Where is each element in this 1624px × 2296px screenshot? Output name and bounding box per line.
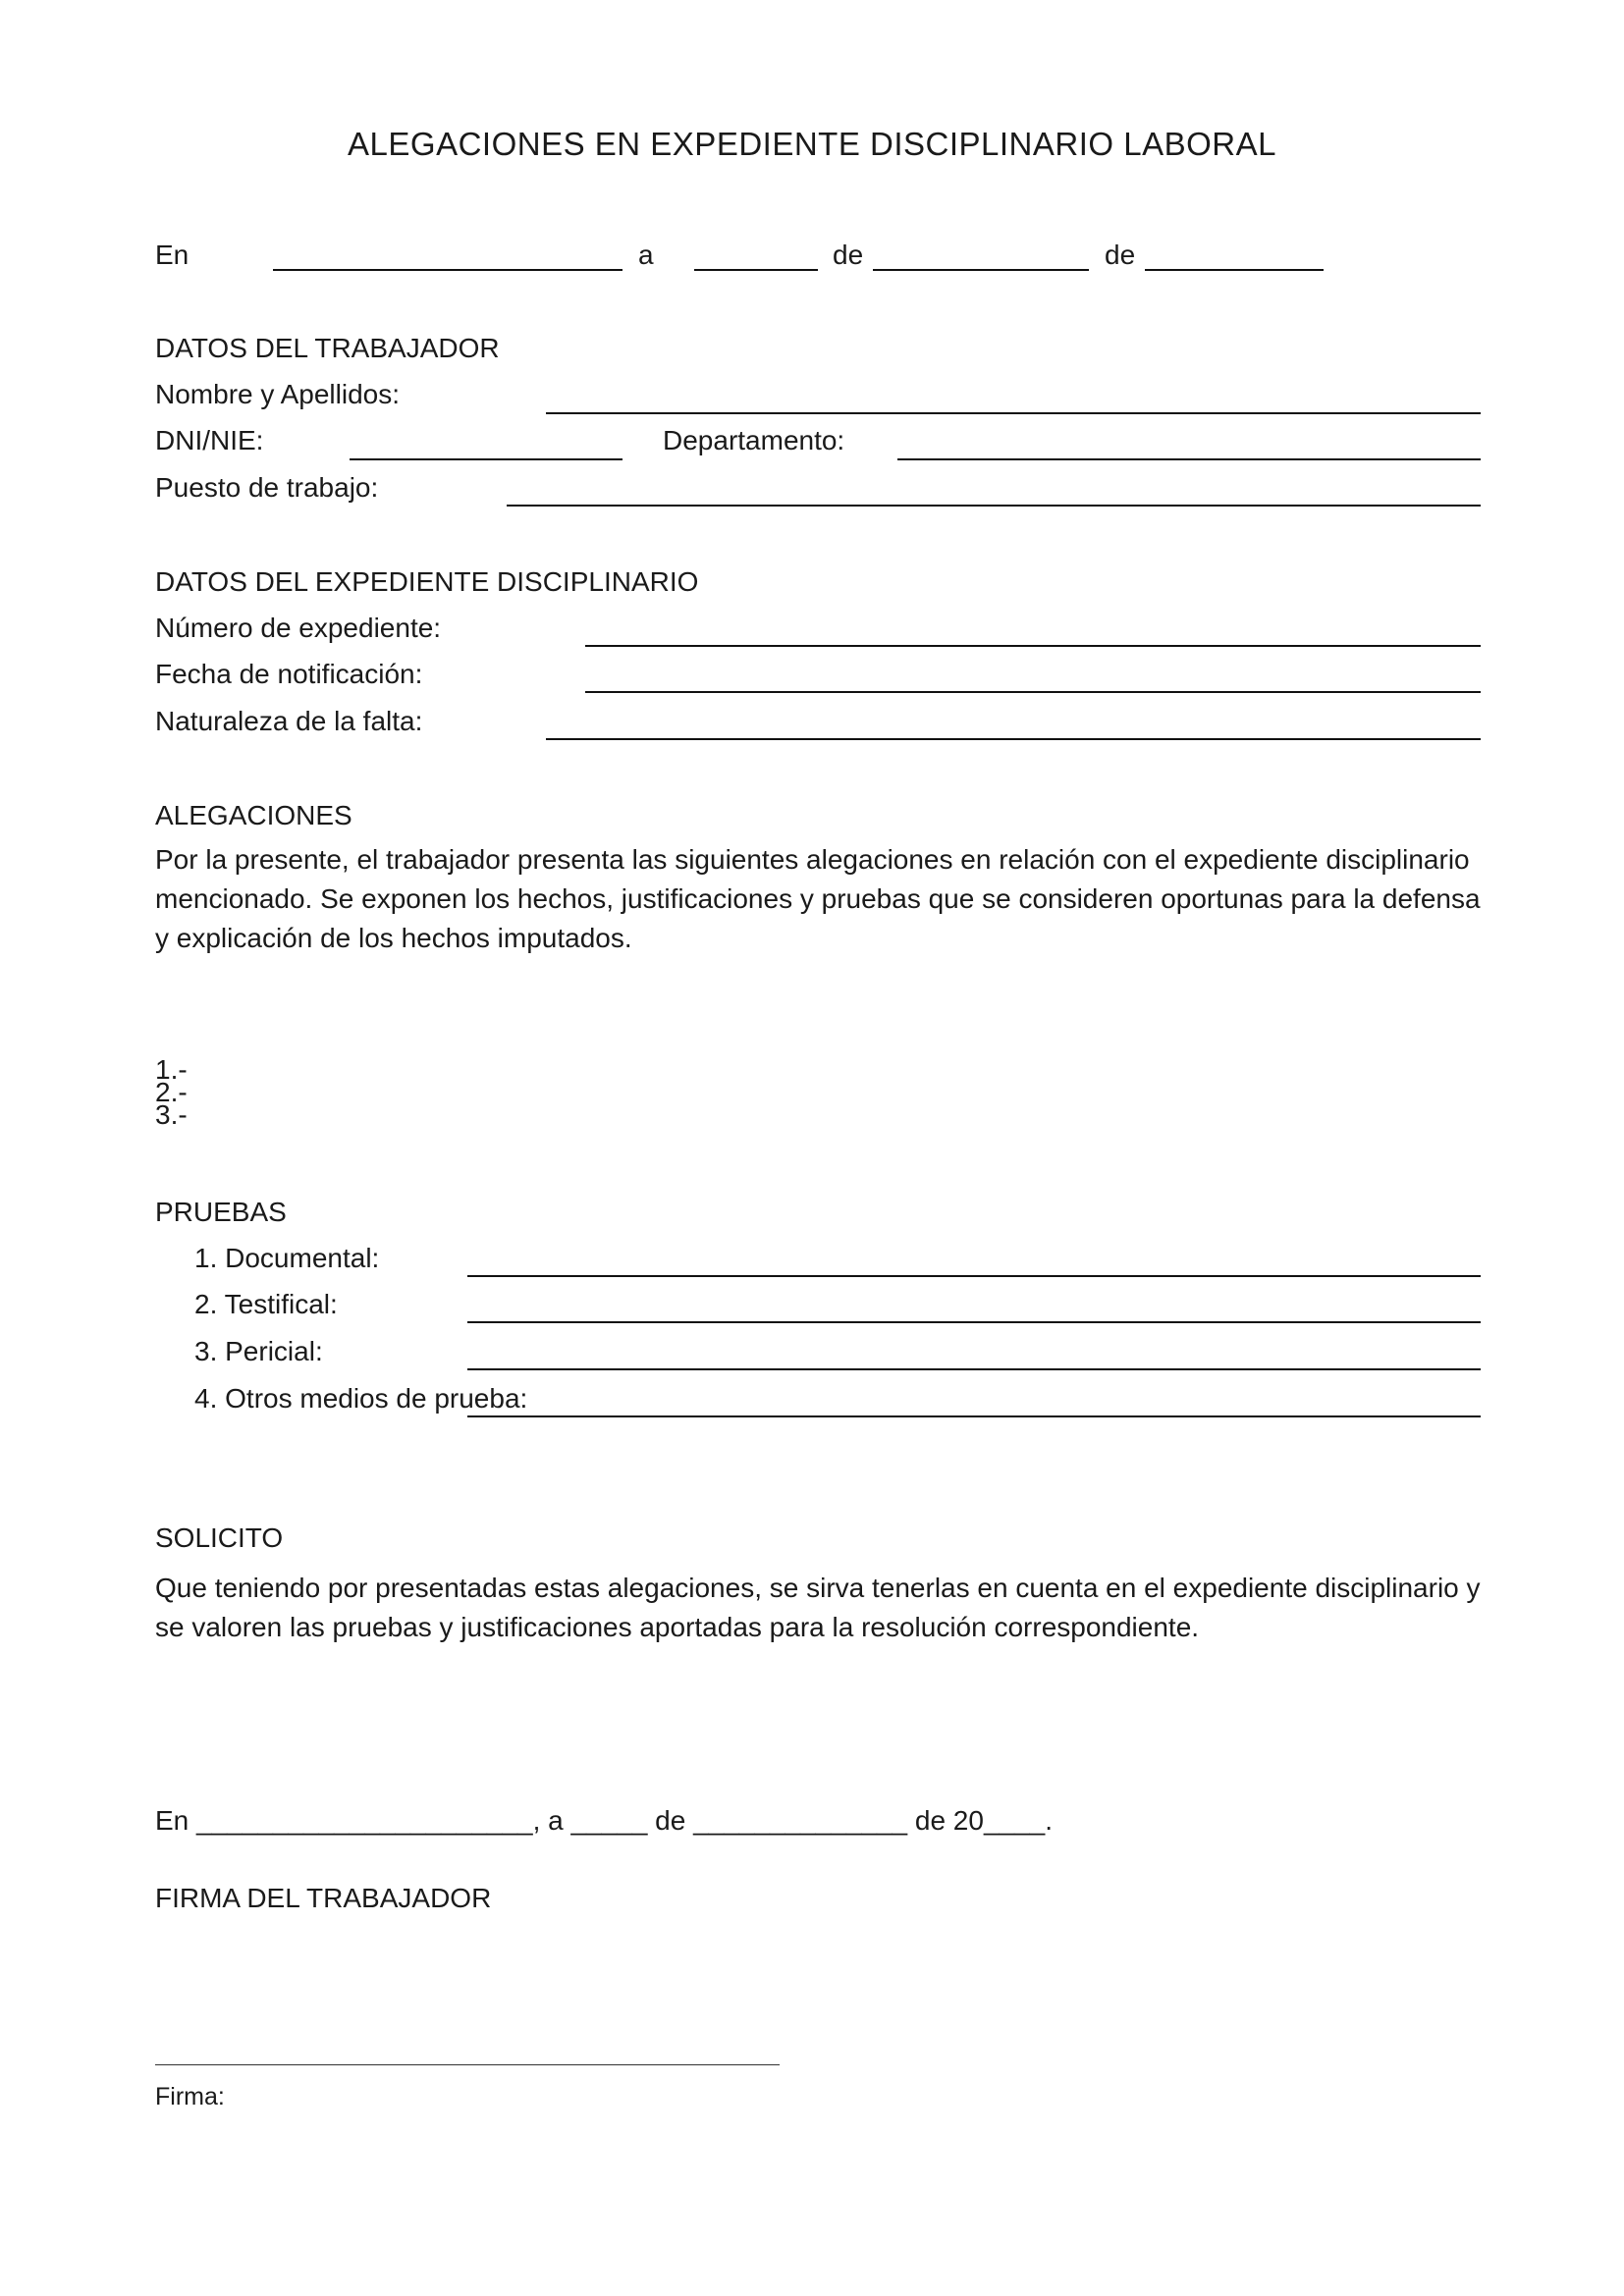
request-text: Que teniendo por presentadas estas alegaciones, se sirva tenerlas en cuenta en el expediente disciplinario y se valoren las pruebas y justificaciones aportadas para la resolución correspondiente. bbox=[155, 1573, 1481, 1642]
file-number-field[interactable] bbox=[585, 645, 1481, 647]
position-label: Puesto de trabajo: bbox=[155, 472, 379, 503]
signature-label: Firma: bbox=[155, 2083, 225, 2110]
evidence-heading: PRUEBAS bbox=[155, 1197, 287, 1227]
document-title: ALEGACIONES EN EXPEDIENTE DISCIPLINARIO LABORAL bbox=[348, 126, 1276, 162]
evidence-documental-label: 1. Documental: bbox=[194, 1243, 380, 1273]
evidence-other-label: 4. Otros medios de prueba: bbox=[194, 1383, 528, 1414]
month-blank[interactable] bbox=[873, 269, 1089, 271]
signature-heading: FIRMA DEL TRABAJADOR bbox=[155, 1883, 492, 1913]
evidence-pericial-field[interactable] bbox=[467, 1368, 1481, 1370]
dni-label: DNI/NIE: bbox=[155, 425, 264, 455]
allegations-heading: ALEGACIONES bbox=[155, 800, 352, 830]
header-en-label: En bbox=[155, 240, 189, 270]
evidence-documental-field[interactable] bbox=[467, 1275, 1481, 1277]
name-field[interactable] bbox=[546, 412, 1481, 414]
evidence-other-field[interactable] bbox=[467, 1415, 1481, 1417]
year-blank[interactable] bbox=[1145, 269, 1324, 271]
evidence-testifical-label: 2. Testifical: bbox=[194, 1289, 338, 1319]
file-heading: DATOS DEL EXPEDIENTE DISCIPLINARIO bbox=[155, 566, 699, 597]
allegations-text: Por la presente, el trabajador presenta las siguientes alegaciones en relación con el expediente disciplinario mencionado. Se exponen los hechos, justificaciones y pruebas que se consideren oportunas para la defensa y explicación de los hechos imputados. bbox=[155, 844, 1481, 953]
notification-date-field[interactable] bbox=[585, 691, 1481, 693]
position-field[interactable] bbox=[507, 505, 1481, 507]
day-blank[interactable] bbox=[694, 269, 818, 271]
department-label: Departamento: bbox=[663, 425, 845, 455]
name-label: Nombre y Apellidos: bbox=[155, 379, 401, 409]
department-field[interactable] bbox=[897, 458, 1481, 460]
fault-nature-field[interactable] bbox=[546, 738, 1481, 740]
dni-field[interactable] bbox=[350, 458, 623, 460]
allegation-item-3: 3.- bbox=[155, 1099, 188, 1130]
notification-date-label: Fecha de notificación: bbox=[155, 659, 423, 689]
signature-line[interactable] bbox=[155, 2064, 780, 2065]
closing-place-date-line: En ______________________, a _____ de ______________ de 20____. bbox=[155, 1805, 1054, 1836]
header-a-label: a bbox=[638, 240, 654, 270]
header-de2-label: de bbox=[1105, 240, 1136, 270]
allegation-item-2: 2.- bbox=[155, 1077, 188, 1107]
request-heading: SOLICITO bbox=[155, 1522, 284, 1553]
worker-heading: DATOS DEL TRABAJADOR bbox=[155, 333, 500, 363]
file-number-label: Número de expediente: bbox=[155, 613, 442, 643]
allegation-item-1: 1.- bbox=[155, 1054, 188, 1085]
header-de1-label: de bbox=[833, 240, 864, 270]
evidence-pericial-label: 3. Pericial: bbox=[194, 1336, 323, 1366]
place-blank[interactable] bbox=[273, 269, 623, 271]
evidence-testifical-field[interactable] bbox=[467, 1321, 1481, 1323]
fault-nature-label: Naturaleza de la falta: bbox=[155, 706, 423, 736]
